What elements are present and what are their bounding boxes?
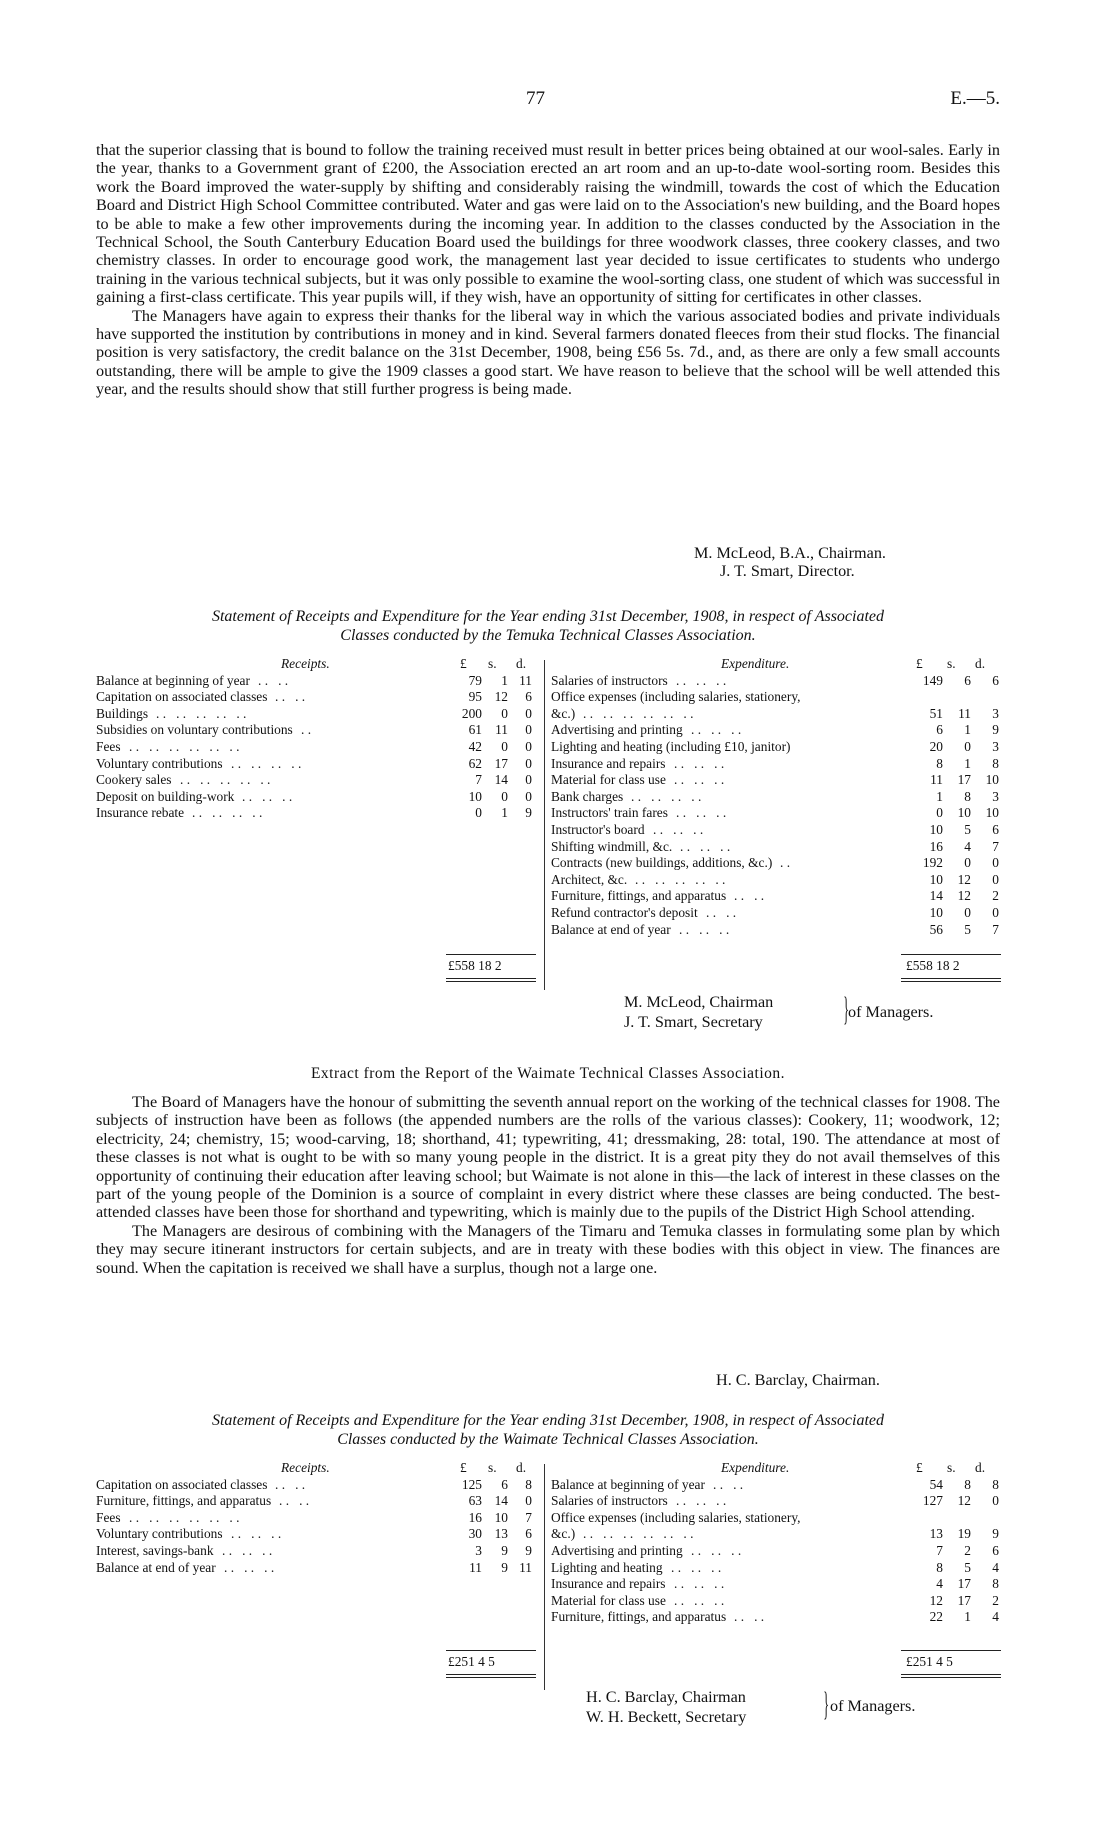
amount-pence: 8: [525, 1476, 532, 1492]
row-label: Deposit on building-work: [96, 788, 235, 804]
row-label: Insurance rebate: [96, 805, 185, 821]
row-label: Lighting and heating (including £10, janitor): [551, 738, 791, 754]
table-row: [551, 888, 1001, 905]
col-head-pounds: £: [916, 1460, 923, 1475]
table-row: [551, 722, 1001, 739]
amount-pounds: 16: [468, 1509, 482, 1525]
amount-pounds: 62: [468, 755, 482, 771]
row-label: Instructor's board: [551, 821, 645, 837]
table-row: [551, 805, 1001, 822]
statement-caption-temuka: [96, 608, 1000, 645]
temuka-report-body: [96, 141, 1000, 399]
col-head-pence: d.: [975, 1460, 986, 1475]
amount-pence: 6: [992, 672, 999, 688]
col-head-shillings: s.: [947, 656, 956, 671]
amount-shillings: 5: [964, 821, 971, 837]
amount-shillings: 10: [494, 1509, 508, 1525]
leader-dots: . . . . . .: [674, 1576, 725, 1592]
table-row: [551, 1493, 1001, 1510]
expenditure-column: [551, 1460, 1001, 1626]
table-row: [551, 905, 1001, 922]
amount-pence: 0: [525, 772, 532, 788]
amount-shillings: 10: [957, 805, 971, 821]
row-label: Material for class use: [551, 1592, 666, 1608]
table-row: [96, 739, 536, 756]
table-row: [551, 839, 1001, 856]
row-label: Balance at beginning of year: [551, 1476, 705, 1492]
table-row: [96, 805, 536, 822]
amount-shillings: 8: [964, 1476, 971, 1492]
amount-shillings: 9: [501, 1559, 508, 1575]
amount-shillings: 12: [957, 871, 971, 887]
amount-pounds: 11: [930, 772, 943, 788]
amount-pence: 6: [992, 821, 999, 837]
leader-dots: . . . . . . . . . . . .: [129, 738, 240, 754]
table-row: [551, 756, 1001, 773]
table-row: [96, 689, 536, 706]
table-row: [551, 822, 1001, 839]
total-rule: [901, 1650, 1001, 1651]
caption-line: Classes conducted by the Temuka Technical Classes Association.: [340, 626, 756, 644]
leader-dots: . . . . . .: [224, 1559, 275, 1575]
amount-pounds: 10: [929, 904, 943, 920]
amount-shillings: 0: [964, 738, 971, 754]
row-label: Office expenses (including salaries, stationery,: [551, 689, 801, 705]
col-head-pounds: £: [916, 656, 923, 671]
leader-dots: . . . .: [713, 1476, 744, 1492]
amount-shillings: 0: [964, 855, 971, 871]
amount-pounds: 1: [936, 788, 943, 804]
amount-pounds: 56: [929, 921, 943, 937]
table-row: [551, 772, 1001, 789]
leader-dots: . .: [301, 722, 312, 738]
amount-shillings: 0: [501, 788, 508, 804]
amount-pounds: 3: [475, 1542, 482, 1558]
amount-pounds: 0: [475, 805, 482, 821]
total-rule: [901, 954, 1001, 955]
amount-shillings: 1: [501, 672, 508, 688]
page-number: 77: [526, 88, 545, 109]
amount-shillings: 14: [494, 772, 508, 788]
leader-dots: . . . .: [706, 904, 737, 920]
amount-pounds: 4: [936, 1576, 943, 1592]
leader-dots: . . . . . . . . . .: [156, 705, 247, 721]
amount-shillings: 17: [957, 1576, 971, 1592]
signature-chairman: H. C. Barclay, Chairman.: [716, 1371, 880, 1389]
amount-pence: 9: [992, 1526, 999, 1542]
amount-pounds: 8: [936, 1559, 943, 1575]
leader-dots: . . . . . .: [231, 1526, 282, 1542]
total-rule: [446, 954, 536, 955]
brace-icon: }: [823, 1686, 830, 1723]
total-underline: [901, 1677, 1001, 1678]
row-label: Insurance and repairs: [551, 755, 666, 771]
page-header: [96, 88, 1000, 118]
col-head-pence: d.: [516, 1460, 527, 1475]
leader-dots: . . . . . . . . . . . .: [583, 1526, 694, 1542]
amount-shillings: 0: [501, 738, 508, 754]
row-label: Material for class use: [551, 772, 666, 788]
statement-caption-waimate: [96, 1412, 1000, 1449]
amount-pounds: 7: [475, 772, 482, 788]
table-row: [551, 1560, 1001, 1577]
amount-pounds: 16: [929, 838, 943, 854]
receipts-column: [96, 1460, 536, 1576]
row-label: Office expenses (including salaries, stationery,: [551, 1509, 801, 1525]
leader-dots: . . . . . .: [691, 722, 742, 738]
row-label: &c.): [551, 1526, 576, 1542]
row-label: Advertising and printing: [551, 1542, 683, 1558]
amount-pence: 0: [525, 755, 532, 771]
table-row: [551, 706, 1001, 723]
leader-dots: . . . . . .: [653, 821, 704, 837]
expenditure-heading: Expenditure.: [721, 656, 790, 671]
amount-shillings: 6: [964, 672, 971, 688]
leader-dots: . . . . . .: [674, 772, 725, 788]
amount-shillings: 1: [964, 722, 971, 738]
amount-pence: 0: [992, 904, 999, 920]
row-label: Lighting and heating: [551, 1559, 663, 1575]
leader-dots: . . . . . .: [674, 755, 725, 771]
row-label: Cookery sales: [96, 772, 172, 788]
col-head-shillings: s.: [947, 1460, 956, 1475]
paragraph: that the superior classing that is bound to follow the training received must result in better prices being obtained at our wool-sales. Early in the year, thanks to a Government grant of £200, the Association erected an art room and an up-to-date wool-sorting room. Besides this work the Board improved the water-supply by shifting and considerably raising the windmill, towards the cost of which the Education Board and District High School Committee contributed. Water and gas were laid on to the Association's new building, and the Board hopes to be able to make a few other improvements during the incoming year. In addition to the classes conducted by the Association in the Technical School, the South Canterbury Education Board used the buildings for three woodwork classes, three cookery classes, and two chemistry classes. In order to encourage good work, the management last year decided to issue certificates to students who undergo training in the various technical subjects, but it was only possible to examine the wool-sorting class, one student of which was successful in gaining a first-class certificate. This year pupils will, if they wish, have an opportunity of sitting for certificates in other classes.: [96, 141, 1000, 307]
amount-pounds: 12: [929, 1592, 943, 1608]
table-row: [551, 1593, 1001, 1610]
row-label: Furniture, fittings, and apparatus: [551, 1609, 727, 1625]
amount-pounds: 10: [468, 788, 482, 804]
leader-dots: . . . . . .: [676, 1493, 727, 1509]
receipts-column: [96, 656, 536, 822]
signature-secretary: W. H. Beckett, Secretary: [586, 1708, 747, 1726]
amount-shillings: 6: [501, 1476, 508, 1492]
leader-dots: . . . . . .: [676, 672, 727, 688]
amount-pence: 9: [525, 1542, 532, 1558]
leader-dots: . . . .: [279, 1493, 310, 1509]
managers-label: of Managers.: [830, 1697, 916, 1715]
signature-chairman: M. McLeod, B.A., Chairman.: [694, 544, 886, 562]
amount-pounds: 22: [929, 1609, 943, 1625]
amount-pence: 0: [992, 871, 999, 887]
amount-pounds: 10: [929, 871, 943, 887]
amount-shillings: 19: [957, 1526, 971, 1542]
leader-dots: . . . . . .: [679, 921, 730, 937]
amount-shillings: 11: [495, 722, 508, 738]
amount-pounds: 192: [922, 855, 943, 871]
col-head-pounds: £: [460, 1460, 467, 1475]
document-reference: E.—5.: [950, 88, 1000, 109]
row-label: Interest, savings-bank: [96, 1542, 214, 1558]
table-row: [551, 739, 1001, 756]
amount-pence: 9: [992, 722, 999, 738]
amount-pence: 10: [985, 772, 999, 788]
leader-dots: . . . . . .: [242, 788, 293, 804]
amount-pence: 8: [992, 1576, 999, 1592]
amount-shillings: 0: [501, 705, 508, 721]
leader-dots: . . . .: [275, 1476, 306, 1492]
amount-pence: 11: [519, 1559, 532, 1575]
total-underline: [901, 981, 1001, 982]
row-label: Fees: [96, 1509, 121, 1525]
leader-dots: . . . .: [734, 888, 765, 904]
amount-pounds: 200: [461, 705, 482, 721]
row-label: Contracts (new buildings, additions, &c.): [551, 855, 773, 871]
leader-dots: . . . . . .: [691, 1542, 742, 1558]
paragraph: The Board of Managers have the honour of submitting the seventh annual report on the working of the technical classes for 1908. The subjects of instruction have been as follows (the appended numbers are the rolls of the various classes): Cookery, 11; woodwork, 12; electricity, 24; chemistry, 15; wood-carving, 18; shorthand, 41; typewriting, 41; dressmaking, 28: total, 190. The attendance at most of these classes is not what is ought to be with so many young people in the district. It is a great pity they do not avail themselves of this opportunity of continuing their education after leaving school; but Waimate is not alone in this—the lack of interest in these classes on the part of the young people of the Dominion is a source of complaint in every district where these classes are being conducted. The best-attended classes have been those for shorthand and typewriting, which is mainly due to the pupils of the District High School attending.: [96, 1093, 1000, 1222]
row-label: Subsidies on voluntary contributions: [96, 722, 293, 738]
amount-pounds: 79: [468, 672, 482, 688]
signature-chairman: M. McLeod, Chairman: [624, 993, 774, 1011]
table-row: [96, 722, 536, 739]
total-underline: [446, 1674, 536, 1675]
leader-dots: . . . . . . . . . .: [635, 871, 726, 887]
row-label: Balance at end of year: [96, 1559, 216, 1575]
section-title: Extract from the Report of the Waimate Technical Classes Association.: [310, 1065, 786, 1082]
amount-pounds: 125: [461, 1476, 482, 1492]
amount-pence: 7: [992, 921, 999, 937]
col-head-pence: d.: [975, 656, 986, 671]
waimate-report-body: [96, 1093, 1000, 1277]
leader-dots: . . . .: [734, 1609, 765, 1625]
row-label: Voluntary contributions: [96, 1526, 223, 1542]
row-label: Salaries of instructors: [551, 672, 668, 688]
row-label: Refund contractor's deposit: [551, 904, 698, 920]
amount-pounds: 20: [929, 738, 943, 754]
table-row: [96, 1493, 536, 1510]
total-underline: [446, 978, 536, 979]
leader-dots: . . . . . . . .: [192, 805, 263, 821]
amount-shillings: 2: [964, 1542, 971, 1558]
amount-pence: 6: [992, 1542, 999, 1558]
row-label: Balance at beginning of year: [96, 672, 250, 688]
leader-dots: . . . . . . . . . . . .: [129, 1509, 240, 1525]
table-row: [551, 1477, 1001, 1494]
table-row: [551, 922, 1001, 939]
amount-pounds: 95: [468, 689, 482, 705]
expenditure-heading: Expenditure.: [721, 1460, 790, 1475]
amount-pence: 0: [525, 722, 532, 738]
row-label: Voluntary contributions: [96, 755, 223, 771]
amount-pounds: 30: [468, 1526, 482, 1542]
row-label: Buildings: [96, 705, 149, 721]
leader-dots: . . . . . . . . . .: [180, 772, 271, 788]
total-rule: [446, 1650, 536, 1651]
leader-dots: . . . .: [275, 689, 306, 705]
total-underline: [901, 1674, 1001, 1675]
amount-pence: 4: [992, 1609, 999, 1625]
table-row: [551, 1510, 1001, 1527]
leader-dots: . . . . . .: [680, 838, 731, 854]
total-receipts: £251 4 5: [448, 1654, 495, 1669]
amount-pounds: 63: [468, 1493, 482, 1509]
signature-secretary: J. T. Smart, Secretary: [624, 1013, 763, 1031]
amount-pence: 0: [525, 1493, 532, 1509]
table-row: [551, 1526, 1001, 1543]
leader-dots: . . . .: [258, 672, 289, 688]
col-head-pounds: £: [460, 656, 467, 671]
managers-label: of Managers.: [848, 1003, 934, 1021]
amount-pounds: 149: [922, 672, 943, 688]
amount-shillings: 12: [957, 888, 971, 904]
total-underline: [446, 1677, 536, 1678]
table-row: [551, 1576, 1001, 1593]
amount-pence: 2: [992, 1592, 999, 1608]
amount-pounds: 54: [929, 1476, 943, 1492]
row-label: Salaries of instructors: [551, 1493, 668, 1509]
row-label: Shifting windmill, &c.: [551, 838, 673, 854]
receipts-heading: Receipts.: [281, 656, 330, 671]
row-label: Insurance and repairs: [551, 1576, 666, 1592]
amount-pounds: 0: [936, 805, 943, 821]
amount-pence: 0: [525, 788, 532, 804]
table-row: [96, 756, 536, 773]
leader-dots: . . . . . .: [671, 1559, 722, 1575]
leader-dots: . . . . . . . .: [631, 788, 702, 804]
leader-dots: . .: [780, 855, 791, 871]
row-label: Capitation on associated classes: [96, 1476, 268, 1492]
amount-pence: 6: [525, 689, 532, 705]
expenditure-column: [551, 656, 1001, 938]
row-label: Capitation on associated classes: [96, 689, 268, 705]
amount-shillings: 11: [958, 705, 971, 721]
row-label: Balance at end of year: [551, 921, 671, 937]
amount-pounds: 61: [468, 722, 482, 738]
amount-pence: 0: [992, 1493, 999, 1509]
paragraph: The Managers are desirous of combining with the Managers of the Timaru and Temuka classes in formulating some plan by which they may secure itinerant instructors for certain subjects, and are in treaty with these bodies with this object in view. The finances are sound. When the capitation is received we shall have a surplus, though not a large one.: [96, 1221, 1000, 1277]
amount-pence: 0: [992, 855, 999, 871]
amount-shillings: 14: [494, 1493, 508, 1509]
amount-shillings: 9: [501, 1542, 508, 1558]
amount-shillings: 17: [494, 755, 508, 771]
row-label: Furniture, fittings, and apparatus: [551, 888, 727, 904]
amount-pence: 7: [525, 1509, 532, 1525]
row-label: Instructors' train fares: [551, 805, 668, 821]
amount-pounds: 51: [929, 705, 943, 721]
amount-pounds: 7: [936, 1542, 943, 1558]
table-row: [96, 1526, 536, 1543]
receipts-heading: Receipts.: [281, 1460, 330, 1475]
column-divider: [544, 660, 545, 990]
total-expenditure: £251 4 5: [906, 1654, 953, 1669]
amount-shillings: 5: [964, 1559, 971, 1575]
leader-dots: . . . . . .: [222, 1542, 273, 1558]
row-label: Furniture, fittings, and apparatus: [96, 1493, 272, 1509]
caption-line: Statement of Receipts and Expenditure for the Year ending 31st December, 1908, in respect of Associated: [211, 1412, 885, 1429]
row-label: Architect, &c.: [551, 871, 628, 887]
table-row: [96, 1543, 536, 1560]
table-row: [96, 1477, 536, 1494]
amount-pence: 2: [992, 888, 999, 904]
amount-pounds: 127: [922, 1493, 943, 1509]
amount-shillings: 17: [957, 1592, 971, 1608]
amount-shillings: 17: [957, 772, 971, 788]
amount-pounds: 13: [929, 1526, 943, 1542]
amount-shillings: 13: [494, 1526, 508, 1542]
amount-pence: 3: [992, 788, 999, 804]
amount-shillings: 1: [964, 755, 971, 771]
amount-pence: 11: [519, 672, 532, 688]
row-label: Bank charges: [551, 788, 624, 804]
table-row: [96, 789, 536, 806]
col-head-pence: d.: [516, 656, 527, 671]
paragraph: The Managers have again to express their thanks for the liberal way in which the various associated bodies and private individuals have supported the institution by contributions in money and in kind. Several farmers donated fleeces from their stud flocks. The financial position is very satisfactory, the credit balance on the 31st December, 1908, being £56 5s. 7d., and, as there are only a few small accounts outstanding, there will be ample to give the 1909 classes a good start. We have reason to believe that the school will be well attended this year, and the results should show that still further progress is being made.: [96, 306, 1000, 399]
amount-pence: 8: [992, 755, 999, 771]
amount-shillings: 0: [964, 904, 971, 920]
signature-director: J. T. Smart, Director.: [720, 562, 855, 580]
table-row: [551, 673, 1001, 690]
amount-pence: 6: [525, 1526, 532, 1542]
total-underline: [446, 981, 536, 982]
amount-pence: 10: [985, 805, 999, 821]
row-label: Fees: [96, 738, 121, 754]
amount-pounds: 8: [936, 755, 943, 771]
amount-pounds: 11: [469, 1559, 482, 1575]
amount-pence: 8: [992, 1476, 999, 1492]
amount-shillings: 1: [501, 805, 508, 821]
leader-dots: . . . . . . . .: [231, 755, 302, 771]
total-underline: [901, 978, 1001, 979]
table-row: [551, 1543, 1001, 1560]
brace-icon: }: [843, 991, 850, 1028]
amount-pence: 9: [525, 805, 532, 821]
amount-shillings: 12: [957, 1493, 971, 1509]
leader-dots: . . . . . .: [674, 1592, 725, 1608]
table-row: [551, 689, 1001, 706]
amount-shillings: 5: [964, 921, 971, 937]
amount-pence: 0: [525, 738, 532, 754]
col-head-shillings: s.: [488, 1460, 497, 1475]
caption-line: Classes conducted by the Waimate Technical Classes Association.: [337, 1430, 759, 1448]
table-row: [551, 872, 1001, 889]
amount-pence: 3: [992, 738, 999, 754]
table-row: [96, 1510, 536, 1527]
total-receipts: £558 18 2: [448, 958, 502, 973]
col-head-shillings: s.: [488, 656, 497, 671]
leader-dots: . . . . . .: [676, 805, 727, 821]
table-row: [96, 772, 536, 789]
table-row: [551, 855, 1001, 872]
column-divider: [544, 1464, 545, 1690]
amount-pounds: 42: [468, 738, 482, 754]
leader-dots: . . . . . . . . . . . .: [583, 705, 694, 721]
amount-pounds: 14: [929, 888, 943, 904]
amount-pounds: 10: [929, 821, 943, 837]
amount-pence: 4: [992, 1559, 999, 1575]
table-row: [96, 706, 536, 723]
row-label: Advertising and printing: [551, 722, 683, 738]
amount-shillings: 8: [964, 788, 971, 804]
amount-shillings: 1: [964, 1609, 971, 1625]
table-row: [96, 1560, 536, 1577]
amount-shillings: 12: [494, 689, 508, 705]
amount-pence: 0: [525, 705, 532, 721]
amount-shillings: 4: [964, 838, 971, 854]
row-label: &c.): [551, 705, 576, 721]
signature-chairman: H. C. Barclay, Chairman: [586, 1688, 746, 1706]
caption-line: Statement of Receipts and Expenditure for the Year ending 31st December, 1908, in respect of Associated: [211, 608, 885, 625]
table-row: [96, 673, 536, 690]
amount-pence: 3: [992, 705, 999, 721]
table-row: [551, 789, 1001, 806]
amount-pounds: 6: [936, 722, 943, 738]
total-expenditure: £558 18 2: [906, 958, 960, 973]
amount-pence: 7: [992, 838, 999, 854]
table-row: [551, 1609, 1001, 1626]
